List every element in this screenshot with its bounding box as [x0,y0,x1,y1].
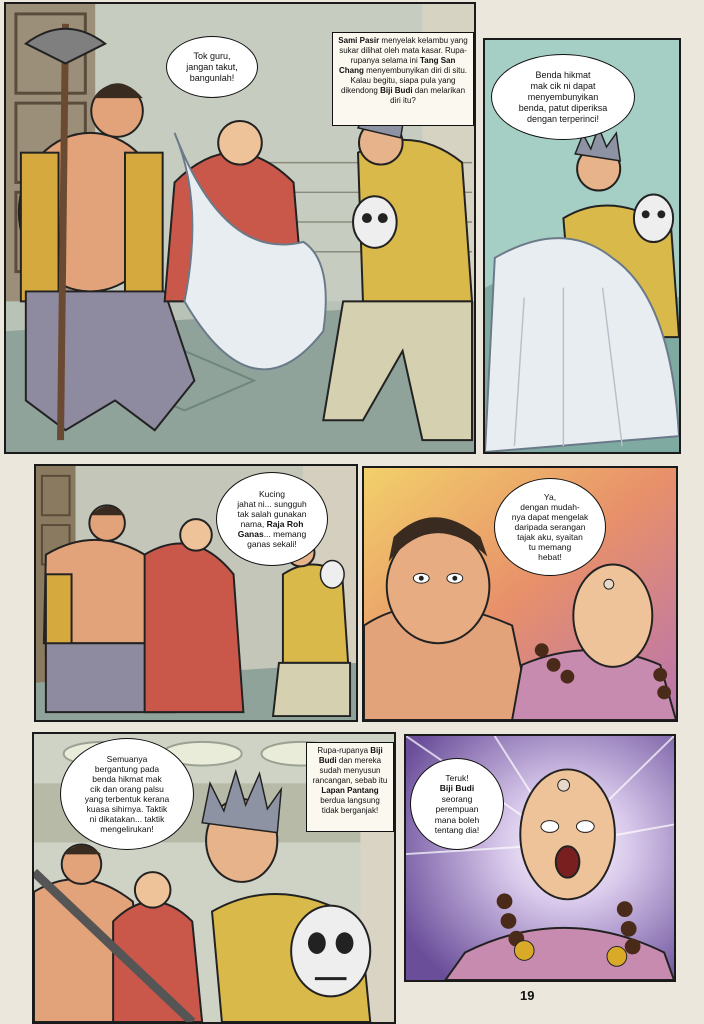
bubble-line: yang terbentuk kerana [84,794,170,804]
bubble-line: menyembunyikan [527,91,599,102]
page-number: 19 [520,988,535,1003]
bubble-line: Biji Budi [439,783,475,793]
bubble-line: hebat! [538,552,562,562]
bubble-line: Tok guru, [193,50,231,61]
panel-3 [34,464,358,722]
bubble-line: Ya, [543,492,557,502]
panel-6 [404,734,676,982]
bubble-line: Ganas... memang [237,529,307,539]
panel-4 [362,466,678,722]
bubble-line: tu memang [528,542,572,552]
bubble-line: kuasa sihirnya. Taktik [86,804,168,814]
bubble-line: tentang dia! [434,825,480,835]
bubble-line: cik dan orang palsu [90,784,164,794]
bubble-line: ni dikatakan... taktik [89,814,165,824]
bubble-line: Benda hikmat [535,69,591,80]
bubble-line: tajak aku, syaitan [517,532,583,542]
bubble-line: nya dapat mengelak [511,512,589,522]
bubble-line: Teruk! [445,772,469,783]
speech-bubble-tok-guru [166,36,258,98]
bubble-line: Semuanya [106,754,148,764]
bubble-line: jahat ni... sungguh [237,499,307,509]
bubble-line: bergantung pada [94,764,160,774]
speech-bubble-semuanya [60,738,194,850]
bubble-line: dengan terperinci! [526,113,600,124]
bubble-line: Kucing [258,489,285,499]
bubble-line: ganas sekali! [247,539,297,549]
speech-bubble-benda-hikmat [491,54,635,140]
speech-bubble-kucing-jahat [216,472,328,566]
speech-bubble-ya-dengan-mudah [494,478,606,576]
narration-caption: Rupa-rupanya Biji Budi dan mereka sudah menyusun rancangan, sebab itu Lapan Pantang berdua langsung tidak berganjak! [306,742,394,832]
bubble-line: dengan mudah- [520,502,580,512]
bubble-line: benda hikmat mak [92,774,162,784]
bubble-line: jangan takut, [186,61,238,72]
bubble-line: mengelirukan! [100,824,154,834]
panel-1 [4,2,476,454]
panel-2 [483,38,681,454]
panel-5 [32,732,396,1024]
bubble-line: mak cik ni dapat [530,80,596,91]
bubble-line: perempuan [435,804,479,814]
bubble-line: benda, patut diperiksa [518,102,608,113]
bubble-line: mana boleh [434,814,480,825]
bubble-line: daripada serangan [514,522,586,532]
bubble-line: bangunlah! [189,72,235,83]
bubble-line: tak salah gunakan [237,509,307,519]
bubble-line: seorang [441,793,473,804]
narration-caption: Sami Pasir menyelak kelambu yang sukar dilihat oleh mata kasar. Rupa-rupanya selama ini Tang San Chang menyembunyikan diri di situ. Kalau begitu, siapa pula yang dikendong Biji Budi dan melarikan diri itu? [332,32,474,126]
bubble-line: nama, Raja Roh [240,519,304,529]
speech-bubble-teruk [410,758,504,850]
